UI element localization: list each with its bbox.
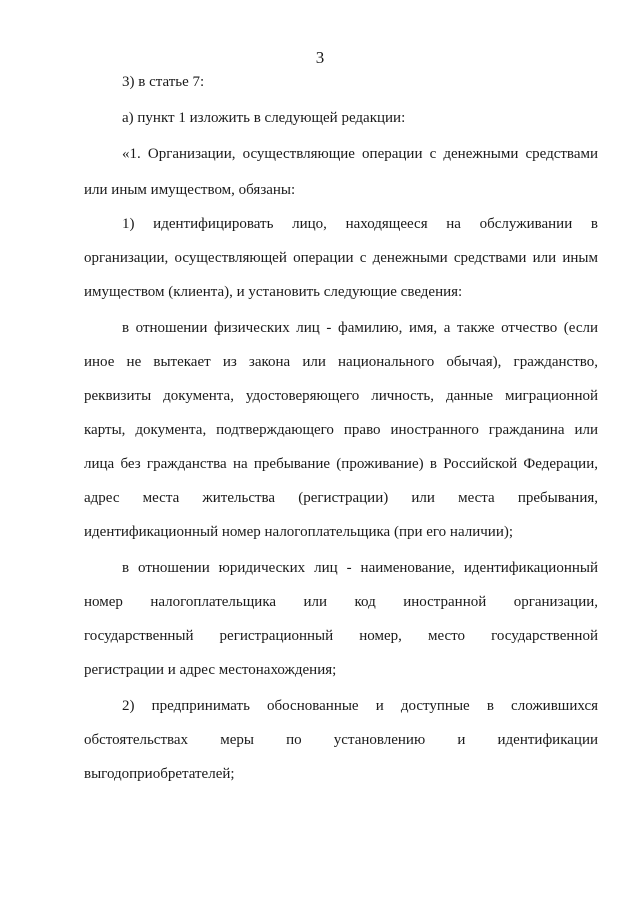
text-line: имуществом (клиента), и установить следующие сведения: xyxy=(84,284,463,300)
text-line: номер налогоплательщика или код иностранной организации, xyxy=(84,594,598,610)
text-line: «1. Организации, осуществляющие операции с денежными средствами xyxy=(122,146,598,162)
text-line: карты, документа, подтверждающего право иностранного гражданина или xyxy=(84,422,598,438)
text-line: государственный регистрационный номер, место государственной xyxy=(84,628,598,644)
text-line: организации, осуществляющей операции с денежными средствами или иным xyxy=(84,250,598,266)
text-line: идентификационный номер налогоплательщика (при его наличии); xyxy=(84,524,514,540)
text-line: 2) предпринимать обоснованные и доступные в сложившихся xyxy=(122,698,598,714)
text-line: реквизиты документа, удостоверяющего личность, данные миграционной xyxy=(84,388,598,404)
text-line: выгодоприобретателей; xyxy=(84,766,235,782)
text-line: регистрации и адрес местонахождения; xyxy=(84,662,337,678)
text-line: 1) идентифицировать лицо, находящееся на обслуживании в xyxy=(122,216,598,232)
text-line: в отношении физических лиц - фамилию, имя, а также отчество (если xyxy=(122,320,598,336)
text-line: а) пункт 1 изложить в следующей редакции: xyxy=(122,110,406,126)
text-line: 3) в статье 7: xyxy=(122,74,205,90)
text-line: или иным имуществом, обязаны: xyxy=(84,182,296,198)
text-line: адрес места жительства (регистрации) или места пребывания, xyxy=(84,490,598,506)
text-line: иное не вытекает из закона или национального обычая), гражданство, xyxy=(84,354,598,370)
text-line: обстоятельствах меры по установлению и идентификации xyxy=(84,732,598,748)
page-number: 3 xyxy=(315,48,325,67)
text-line: лица без гражданства на пребывание (проживание) в Российской Федерации, xyxy=(84,456,598,472)
text-line: в отношении юридических лиц - наименование, идентификационный xyxy=(122,560,598,576)
